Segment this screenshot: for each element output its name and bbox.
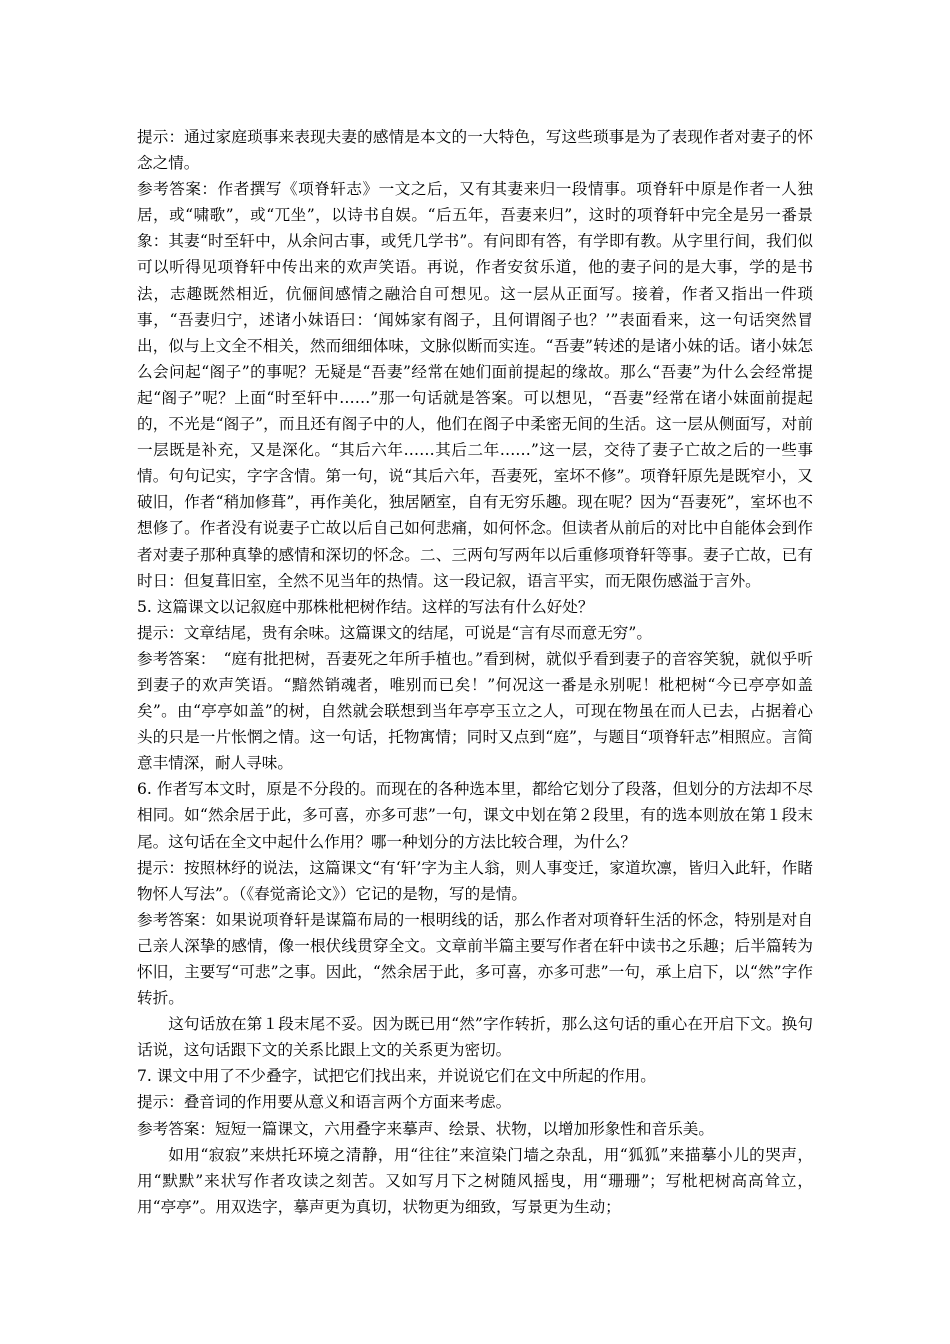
answer-paragraph-6-continued: 这句话放在第１段末尾不妥。因为既已用“然”字作转折，那么这句话的重心在开启下文。换句话说，这句话跟下文的关系比跟上文的关系更为密切。 (137, 1015, 813, 1060)
hint-paragraph-7: 提示：叠音词的作用要从意义和语言两个方面来考虑。 (137, 1093, 512, 1112)
hint-paragraph-6: 提示：按照林纾的说法，这篇课文“有‘轩’字为主人翁，则人事变迁，家道坎凛，皆归入此轩，作睹物怀人写法”。（《春觉斋论文》）它记的是物，写的是情。 (137, 858, 813, 903)
answer-paragraph-7: 参考答案：短短一篇课文，六用叠字来摹声、绘景、状物，以增加形象性和音乐美。 (137, 1119, 714, 1138)
answer-paragraph-5: 参考答案： “庭有批把树，吾妻死之年所手植也。”看到树，就似乎看到妻子的音容笑貌，就似乎听到妻子的欢声笑语。“黯然销魂者，唯别而已矣！”何况这一番是永别呢！枇杷树“今已亭亭如盖矣”。由“亭亭如盖”的树，自然就会联想到当年亭亭玉立之人，可现在物虽在而人已去，占据着心头的只是一片怅惘之情。这一句话，托物寓情；同时又点到“庭”，与题目“项脊轩志”相照应。言简意丰情深，耐人寻味。 (137, 649, 813, 773)
question-7: 7. 课文中用了不少叠字，试把它们找出来，并说说它们在文中所起的作用。 (137, 1067, 656, 1086)
document-page (137, 124, 813, 1220)
question-6: 6. 作者写本文时，原是不分段的。而现在的各种选本里，都给它划分了段落，但划分的方法却不尽相同。如“然余居于此，多可喜，亦多可悲”一句，课文中划在第２段里，有的选本则放在第１段末尾。这句话在全文中起什么作用？哪一种划分的方法比较合理，为什么？ (137, 780, 813, 851)
hint-paragraph-4: 提示：通过家庭琐事来表现夫妻的感情是本文的一大特色，写这些琐事是为了表现作者对妻子的怀念之情。 (137, 128, 813, 173)
answer-paragraph-7-continued: 如用“寂寂”来烘托环境之清静，用“往往”来渲染门墙之杂乱，用“狐狐”来描摹小儿的哭声，用“默默”来状写作者攻读之刻苦。又如写月下之树随风摇曳，用“珊珊”；写枇杷树高高耸立，用“亭亭”。用双迭字，摹声更为真切，状物更为细致，写景更为生动； (137, 1145, 813, 1216)
answer-paragraph-6: 参考答案：如果说项脊轩是谋篇布局的一根明线的话，那么作者对项脊轩生活的怀念，特别是对自己亲人深挚的感情，像一根伏线贯穿全文。文章前半篇主要写作者在轩中读书之乐趣；后半篇转为怀旧，主要写“可悲”之事。因此，“然余居于此，多可喜，亦多可悲”一句，承上启下，以“然”字作转折。 (137, 910, 813, 1008)
hint-paragraph-5: 提示：文章结尾，贵有余味。这篇课文的结尾，可说是“言有尽而意无穷”。 (137, 623, 652, 642)
answer-paragraph-4: 参考答案：作者撰写《项脊轩志》一文之后，又有其妻来归一段情事。项脊轩中原是作者一人独居，或“啸歌”，或“兀坐”，以诗书自娱。“后五年，吾妻来归”，这时的项脊轩中完全是另一番景象：其妻“时至轩中，从余问古事，或凭几学书”。有问即有答，有学即有教。从字里行间，我们似可以听得见项脊轩中传出来的欢声笑语。再说，作者安贫乐道，他的妻子问的是大事，学的是书法，志趣既然相近，伉俪间感情之融洽自可想见。这一层从正面写。接着，作者又指出一件琐事，“吾妻归宁，述诸小妹语曰：‘闻姊家有阁子，且何谓阁子也？’”表面看来，这一句话突然冒出，似与上文全不相关，然而细细体味，文脉似断而实连。“吾妻”转述的是诸小妹的话。诸小妹怎么会问起“阁子”的事呢？无疑是“吾妻”经常在她们面前提起的缘故。那么“吾妻”为什么会经常提起“阁子”呢？上面“时至轩中……”那一句话就是答案。可以想见，“吾妻”经常在诸小妹面前提起的，不光是“阁子”，而且还有阁子中的人，他们在阁子中柔密无间的生活。这一层从侧面写，对前一层既是补充，又是深化。“其后六年……其后二年……”这一层，交待了妻子亡故之后的一些事情。句句记实，字字含情。第一句，说“其后六年，吾妻死，室坏不修”。项脊轩原先是既窄小，又破旧，作者“稍加修葺”，再作美化，独居陋室，自有无穷乐趣。现在呢？因为“吾妻死”，室坏也不想修了。作者没有说妻子亡故以后自己如何悲痛，如何怀念。但读者从前后的对比中自能体会到作者对妻子那种真挚的感情和深切的怀念。二、三两句写两年以后重修项脊轩等事。妻子亡故，已有时日：但复葺旧室，全然不见当年的热情。这一段记叙，语言平实，而无限伤感溢于言外。 (137, 180, 813, 590)
question-5: 5. 这篇课文以记叙庭中那株枇杷树作结。这样的写法有什么好处？ (137, 597, 594, 616)
